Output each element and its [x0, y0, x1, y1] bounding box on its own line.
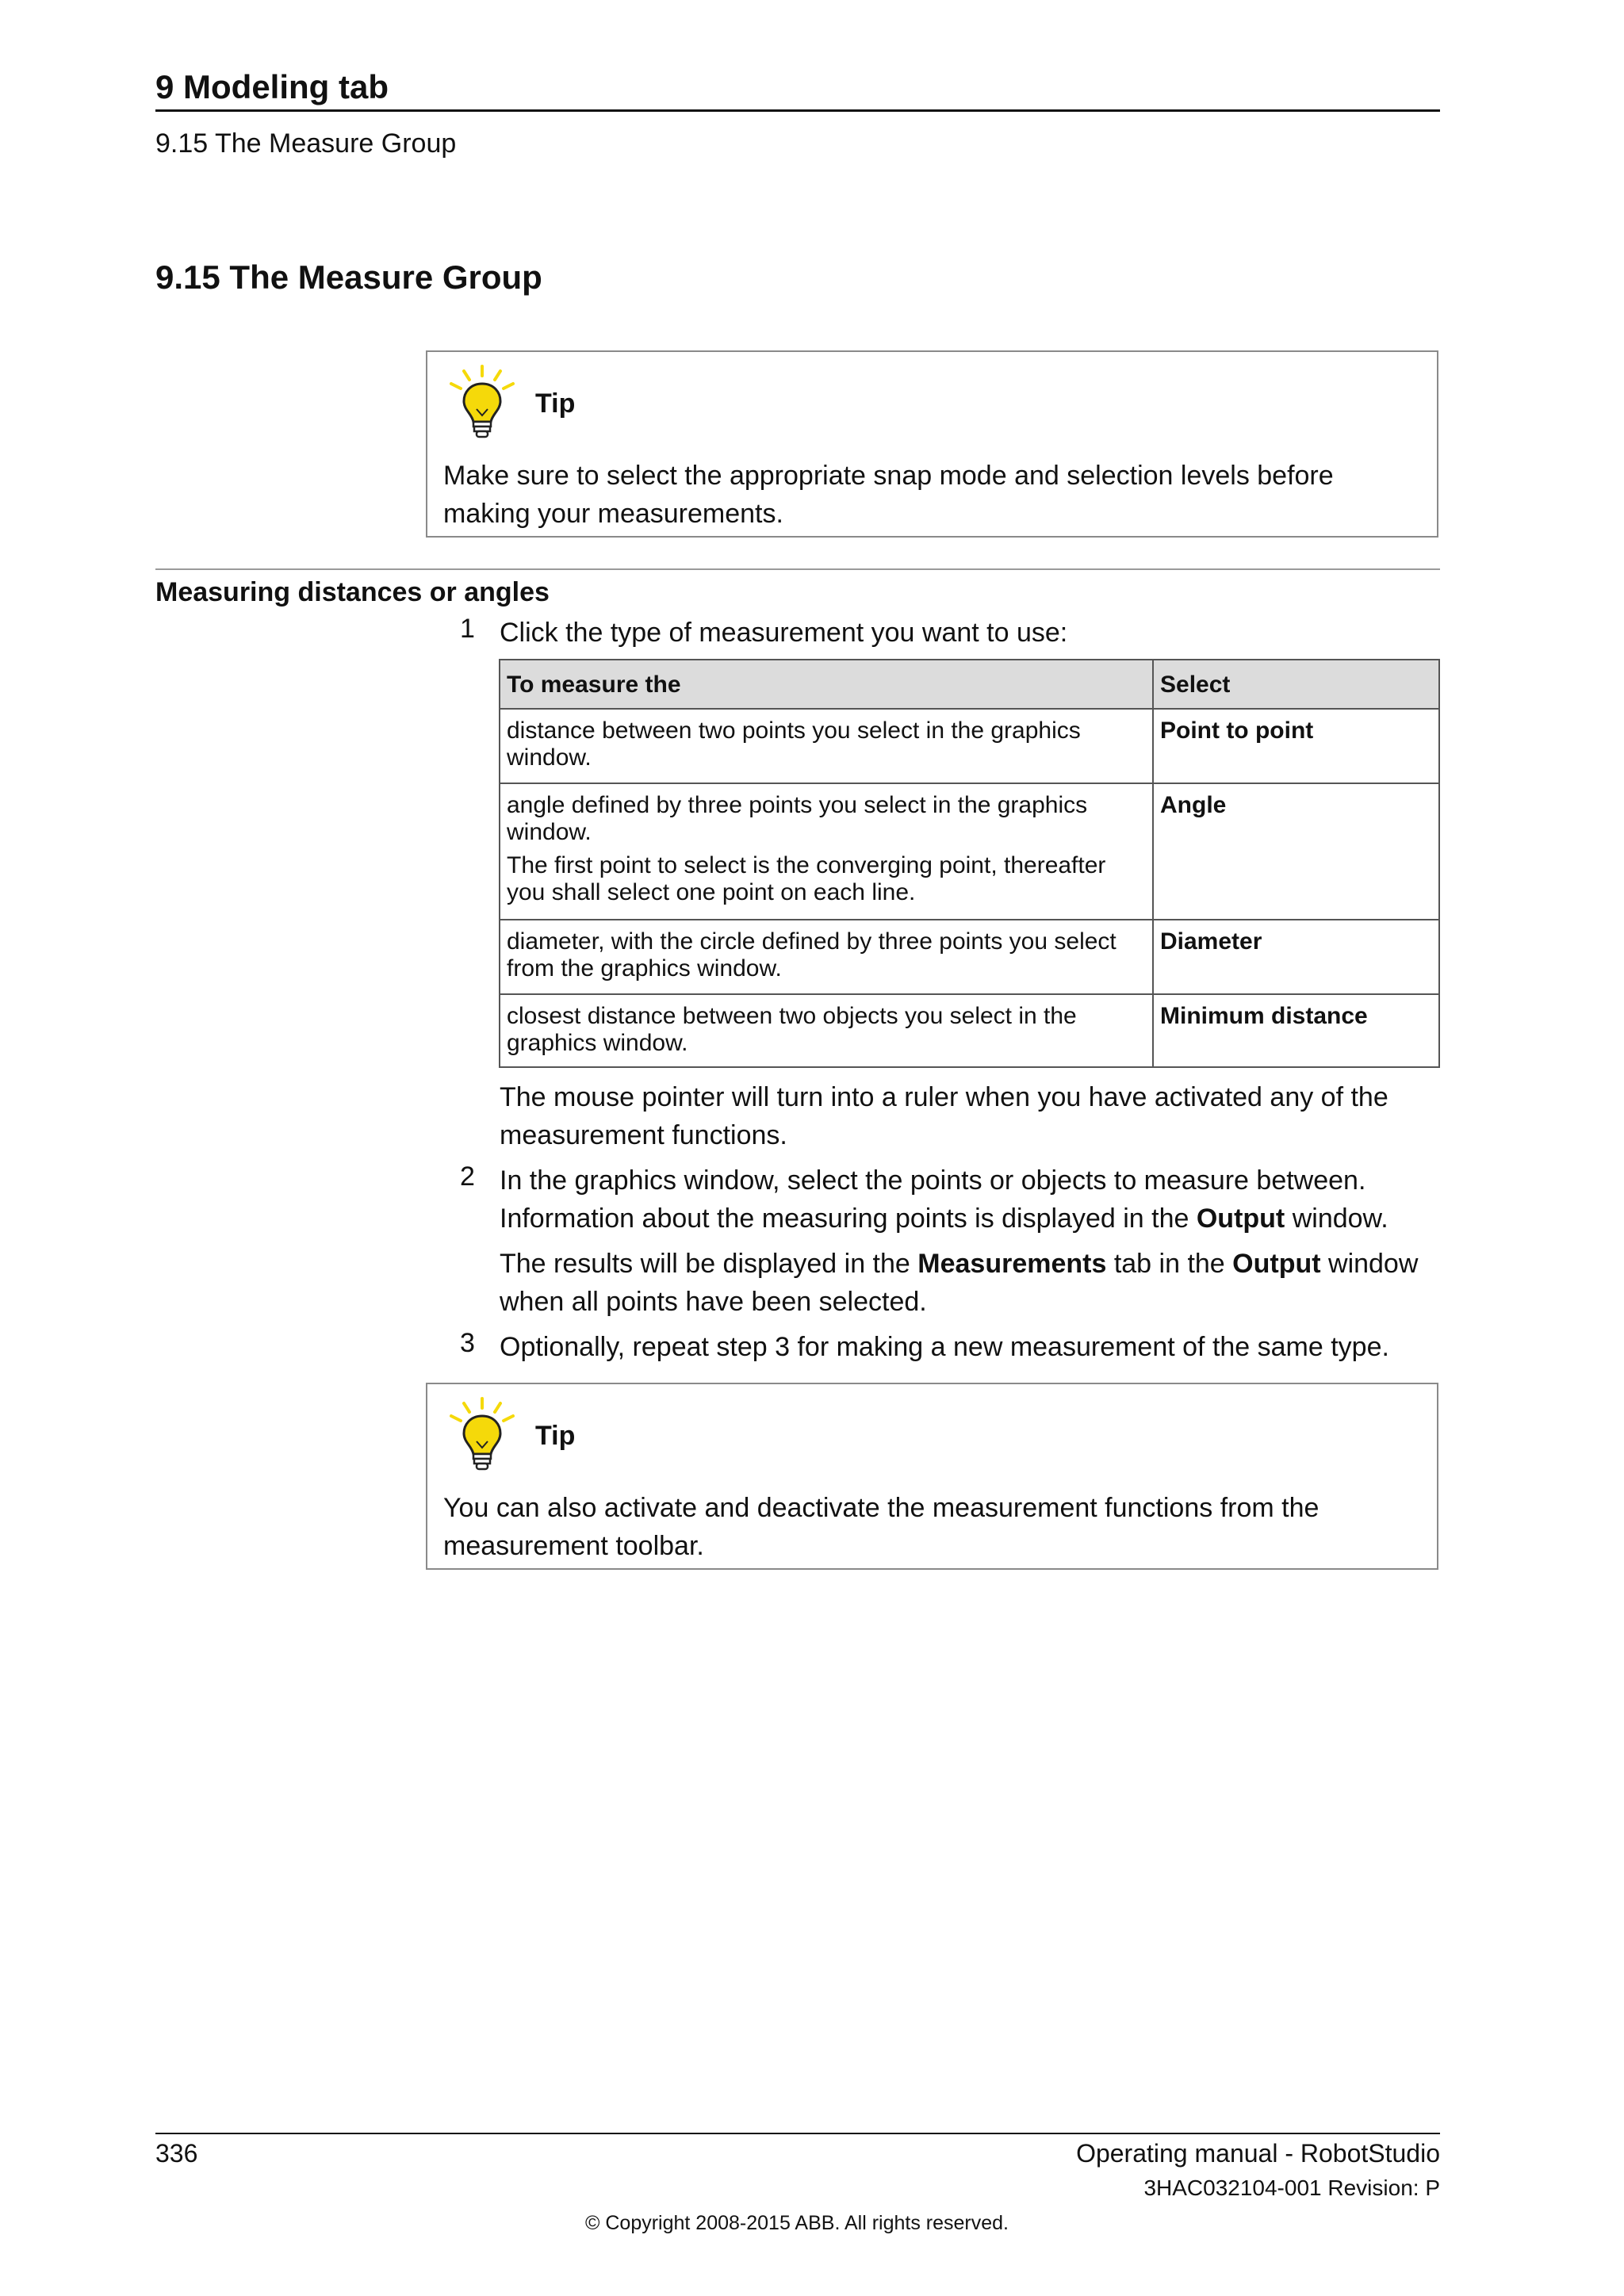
- copyright-notice: © Copyright 2008-2015 ABB. All rights reserved.: [585, 2212, 1009, 2234]
- step-text: In the graphics window, select the points or objects to measure between. Information about the measuring points is displayed in the Output window.: [500, 1165, 1388, 1234]
- step-note: The results will be displayed in the Measurements tab in the Output window when all points have been selected.: [500, 1249, 1419, 1317]
- step-number: 1: [460, 614, 475, 644]
- manual-title: Operating manual - RobotStudio: [1076, 2139, 1440, 2168]
- table-cell: Minimum distance: [1153, 994, 1439, 1067]
- document-id: 3HAC032104-001 Revision: P: [1143, 2175, 1440, 2200]
- cell-text: distance between two points you select in the graphics window.: [507, 718, 1081, 771]
- lightbulb-icon: [446, 1397, 518, 1473]
- tip-box: [426, 1383, 1438, 1570]
- measurement-table: [499, 659, 1440, 1068]
- step-text: Click the type of measurement you want to use:: [500, 618, 1068, 648]
- table-cell: [500, 994, 1153, 1067]
- column-header: To measure the: [500, 660, 1153, 709]
- column-header: Select: [1153, 660, 1439, 709]
- step-text: Optionally, repeat step 3 for making a new measurement of the same type.: [500, 1332, 1389, 1362]
- footer-rule: [155, 2133, 1440, 2134]
- table-cell: Angle: [1153, 783, 1439, 920]
- table-header-row: [500, 660, 1439, 709]
- section-title: 9.15 The Measure Group: [155, 258, 542, 296]
- table-cell: Diameter: [1153, 920, 1439, 994]
- running-subsection: 9.15 The Measure Group: [155, 128, 457, 159]
- tip-label: Tip: [535, 1421, 576, 1451]
- lightbulb-icon: [446, 365, 518, 441]
- step-number: 2: [460, 1161, 475, 1192]
- cell-text: closest distance between two objects you select in the graphics window.: [507, 1003, 1077, 1056]
- table-row: [500, 709, 1439, 783]
- table-cell: [500, 783, 1153, 920]
- table-row: [500, 994, 1439, 1067]
- chapter-header: 9 Modeling tab: [155, 68, 389, 105]
- table-cell: [500, 920, 1153, 994]
- page-number: 336: [155, 2139, 198, 2168]
- tip-text: Make sure to select the appropriate snap mode and selection levels before making your measurements.: [443, 461, 1334, 529]
- cell-text: diameter, with the circle defined by three points you select from the graphics window.: [507, 928, 1116, 982]
- subheading: Measuring distances or angles: [155, 577, 550, 607]
- table-row: [500, 783, 1439, 920]
- tip-label: Tip: [535, 388, 576, 419]
- table-cell: [500, 709, 1153, 783]
- cell-text: The first point to select is the converging point, thereafter you shall select one point on each line.: [507, 852, 1106, 905]
- cell-text: angle defined by three points you select in the graphics window.: [507, 792, 1088, 845]
- step-note: The mouse pointer will turn into a ruler when you have activated any of the measurement functions.: [500, 1082, 1388, 1150]
- table-cell: Point to point: [1153, 709, 1439, 783]
- tip-text: You can also activate and deactivate the measurement functions from the measurement toolbar.: [443, 1493, 1320, 1561]
- subheading-rule: [155, 568, 1440, 570]
- step-number: 3: [460, 1328, 475, 1358]
- table-row: [500, 920, 1439, 994]
- tip-box: [426, 350, 1438, 538]
- header-rule: [155, 109, 1440, 112]
